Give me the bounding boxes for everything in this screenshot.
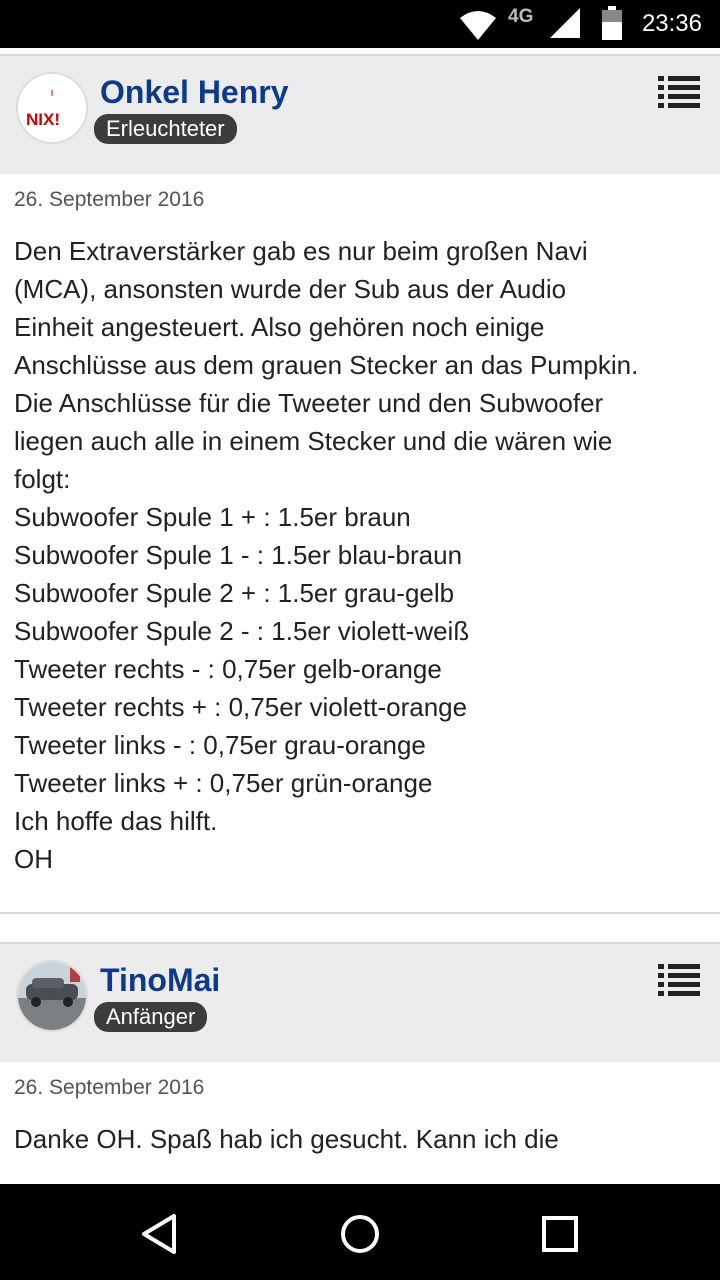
post-line: Tweeter links + : 0,75er grün-orange <box>14 768 433 798</box>
hamburger-menu-icon[interactable] <box>658 76 700 108</box>
post-line: Tweeter rechts - : 0,75er gelb-orange <box>14 654 442 684</box>
avatar-text: NIX! <box>26 110 60 129</box>
post-line: folgt: <box>14 464 71 494</box>
battery-icon <box>600 6 624 42</box>
home-icon[interactable] <box>336 1210 384 1258</box>
avatar[interactable] <box>16 72 88 144</box>
post-line: Tweeter rechts + : 0,75er violett-orange <box>14 692 468 722</box>
post-line: Ich hoffe das hilft. <box>14 806 218 836</box>
post-line: Subwoofer Spule 2 + : 1.5er grau-gelb <box>14 578 455 608</box>
post-line: Anschlüsse aus dem grauen Stecker an das Pumpkin. <box>14 350 639 380</box>
post-date: 26. September 2016 <box>14 1076 205 1099</box>
post-line: OH <box>14 844 53 874</box>
post-body <box>0 1112 720 1158</box>
post-line: Den Extraverstärker gab es nur beim großen Navi <box>14 236 588 266</box>
avatar-image <box>18 74 86 142</box>
post-line: Tweeter links - : 0,75er grau-orange <box>14 730 426 760</box>
rank-badge: Erleuchteter <box>94 114 237 144</box>
post <box>0 54 720 914</box>
status-bar <box>0 0 720 48</box>
thread-content[interactable] <box>0 48 720 1184</box>
post-line: Einheit angesteuert. Also gehören noch einige <box>14 312 545 342</box>
avatar-image <box>18 962 86 1030</box>
post-line: Subwoofer Spule 2 - : 1.5er violett-weiß <box>14 616 470 646</box>
username-link[interactable]: TinoMai <box>100 962 221 998</box>
back-icon[interactable] <box>136 1210 184 1258</box>
post <box>0 942 720 1158</box>
post-line: Subwoofer Spule 1 - : 1.5er blau-braun <box>14 540 463 570</box>
post-body <box>0 224 720 878</box>
clock: 23:36 <box>641 10 702 37</box>
post-line: liegen auch alle in einem Stecker und die wären wie <box>14 426 613 456</box>
post-date: 26. September 2016 <box>14 188 205 211</box>
post-header <box>0 942 720 1062</box>
avatar[interactable] <box>16 960 88 1032</box>
username-link[interactable]: Onkel Henry <box>100 74 289 110</box>
recents-icon[interactable] <box>536 1210 584 1258</box>
post-line: (MCA), ansonsten wurde der Sub aus der Audio <box>14 274 567 304</box>
navigation-bar <box>0 1184 720 1280</box>
cellular-signal-icon <box>548 6 582 40</box>
wifi-icon <box>458 6 498 42</box>
post-line: Die Anschlüsse für die Tweeter und den Subwoofer <box>14 388 604 418</box>
post-line: Subwoofer Spule 1 + : 1.5er braun <box>14 502 411 532</box>
post-header <box>0 54 720 174</box>
post-line: Danke OH. Spaß hab ich gesucht. Kann ich die <box>14 1124 559 1154</box>
rank-badge: Anfänger <box>94 1002 207 1032</box>
post-divider <box>0 912 720 914</box>
network-type: 4G <box>508 6 534 27</box>
post-spacer <box>0 914 720 942</box>
hamburger-menu-icon[interactable] <box>658 964 700 996</box>
